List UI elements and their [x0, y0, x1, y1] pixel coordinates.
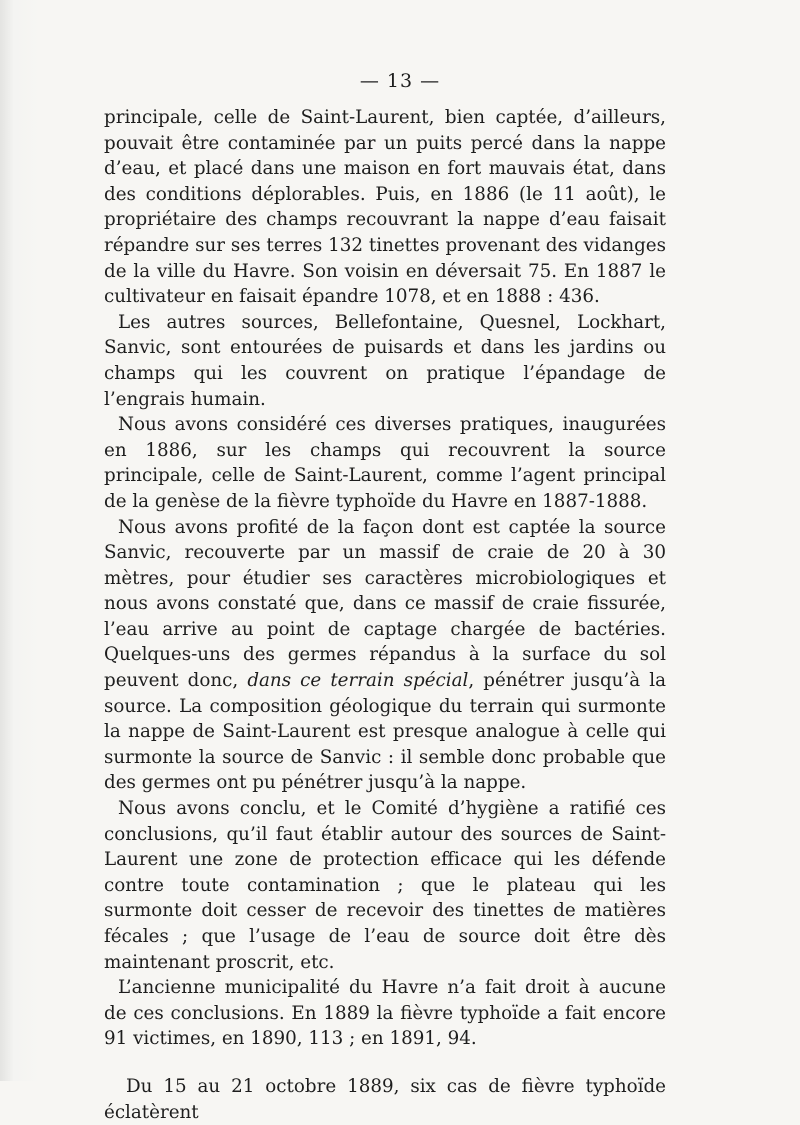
- body-text: [104, 105, 666, 1125]
- paragraph-2-text: Les autres sources, Bellefontaine, Quesnel, Lockhart, Sanvic, sont entourées de puisards et dans les jardins ou champs qui les couvrent on pratique l’épandage de l’engrais humain.: [104, 311, 666, 410]
- paragraph-4: [104, 515, 666, 797]
- paragraph-7-text: Du 15 au 21 octobre 1889, six cas de fièvre typhoïde éclatèrent: [104, 1075, 666, 1123]
- paragraph-4-text-b: , pénétrer jusqu’à la source. La composition géologique du terrain qui surmonte la nappe de Saint-Laurent est presque analogue à celle qui surmonte la source de Sanvic : il semble donc probable que des germes ont pu pénétrer jusqu’à la nappe.: [104, 670, 666, 794]
- paragraph-5-text: Nous avons conclu, et le Comité d’hygiène a ratifié ces conclusions, qu’il faut établir autour des sources de Saint-Laurent une zone de protection efficace qui les défende contre toute contamination ; que le plateau qui les surmonte doit cesser de recevoir des tinettes de matières fécales ; que l’usage de l’eau de source doit être dès maintenant proscrit, etc.: [104, 798, 666, 973]
- paragraph-3-text: Nous avons considéré ces diverses pratiques, inaugurées en 1886, sur les champs qui recouvrent la source principale, celle de Saint-Laurent, comme l’agent principal de la genèse de la fièvre typhoïde du Havre en 1887-1888.: [104, 414, 666, 512]
- paragraph-2: [104, 310, 666, 412]
- paragraph-1-text: principale, celle de Saint-Laurent, bien captée, d’ailleurs, pouvait être contaminée par un puits percé dans la nappe d’eau, et placé dans une maison en fort mauvais état, dans des conditions déplorables. Puis, en 1886 (le 11 août), le propriétaire des champs recouvrant la nappe d’eau faisait répandre sur ses terres 132 tinettes provenant des vidanges de la ville du Havre. Son voisin en déversait 75. En 1887 le cultivateur en faisait épandre 1078, et en 1888 : 436.: [104, 107, 666, 308]
- paragraph-1: [104, 105, 666, 310]
- paragraph-5: [104, 796, 666, 975]
- paragraph-6: [104, 975, 666, 1052]
- paragraph-4-text-a: Nous avons profité de la façon dont est captée la source Sanvic, recouverte par un massif de craie de 20 à 30 mètres, pour étudier ses caractères microbiologiques et nous avons constaté que, dans ce massif de craie fissurée, l’eau arrive au point de captage chargée de bactéries. Quelques-uns des germes répandus à la surface du sol peuvent donc,: [104, 516, 666, 692]
- page-number: — 13 —: [359, 70, 441, 92]
- paragraph-4-italic: dans ce terrain spécial: [247, 670, 469, 692]
- paragraph-3: [104, 412, 666, 514]
- paragraph-7: [104, 1074, 666, 1125]
- paragraph-6-text: L’ancienne municipalité du Havre n’a fait droit à aucune de ces conclusions. En 1889 la fièvre typhoïde a fait encore 91 victimes, en 1890, 113 ; en 1891, 94.: [104, 977, 666, 1050]
